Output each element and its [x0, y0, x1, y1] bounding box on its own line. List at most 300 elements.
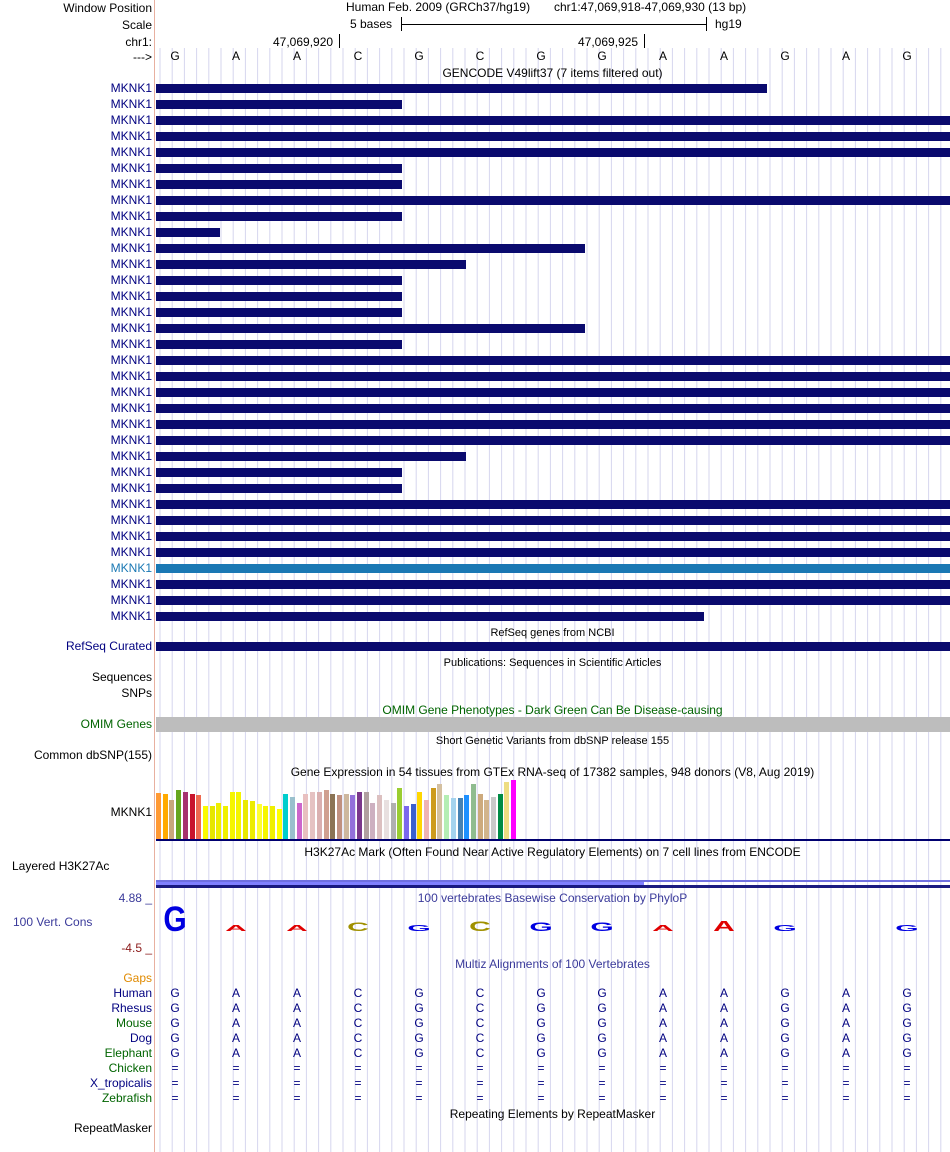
multiz-base: = — [598, 1061, 606, 1075]
gencode-transcript-bar[interactable] — [156, 612, 704, 621]
multiz-base: = — [903, 1061, 911, 1075]
gencode-transcript-bar[interactable] — [156, 516, 950, 525]
gtex-tissue-bar[interactable] — [310, 792, 315, 839]
multiz-species-label[interactable]: Rhesus — [111, 1001, 152, 1015]
gencode-transcript-bar[interactable] — [156, 164, 402, 173]
h3k27ac-signal-base — [156, 885, 950, 888]
multiz-base: = — [293, 1076, 301, 1090]
gtex-tissue-bar[interactable] — [364, 792, 369, 839]
multiz-base: C — [475, 1046, 485, 1060]
multiz-base: = — [659, 1091, 667, 1105]
multiz-base: A — [719, 1031, 728, 1045]
gtex-tissue-bar[interactable] — [183, 792, 188, 839]
multiz-base: A — [231, 986, 240, 1000]
gencode-transcript-label[interactable]: MKNK1 — [110, 321, 152, 335]
gtex-tissue-bar[interactable] — [337, 795, 342, 839]
refseq-label[interactable]: RefSeq Curated — [65, 639, 152, 653]
multiz-species-label[interactable]: Zebrafish — [101, 1091, 152, 1105]
gtex-tissue-bar[interactable] — [464, 795, 469, 839]
gtex-tissue-bar[interactable] — [377, 795, 382, 839]
gencode-transcript-bar[interactable] — [156, 148, 950, 157]
sequence-base: G — [902, 49, 912, 63]
gtex-tissue-bar[interactable] — [277, 809, 282, 839]
sequence-base: G — [780, 49, 790, 63]
gtex-tissue-bar[interactable] — [290, 797, 295, 839]
gtex-tissue-bar[interactable] — [236, 792, 241, 839]
gtex-tissue-bar[interactable] — [196, 795, 201, 839]
multiz-base: G — [414, 986, 424, 1000]
gtex-tissue-bar[interactable] — [263, 806, 268, 839]
gencode-transcript-bar[interactable] — [156, 500, 950, 509]
multiz-base: G — [414, 1001, 424, 1015]
multiz-base: = — [293, 1061, 301, 1075]
gencode-transcript-bar[interactable] — [156, 100, 402, 109]
multiz-base: G — [170, 1016, 180, 1030]
gtex-tissue-bar[interactable] — [257, 804, 262, 839]
gencode-transcript-label[interactable]: MKNK1 — [110, 289, 152, 303]
gtex-tissue-bar[interactable] — [451, 798, 456, 839]
sequence-base: G — [170, 49, 180, 63]
multiz-base: = — [354, 1061, 362, 1075]
gtex-baseline — [156, 839, 950, 841]
gencode-transcript-bar[interactable] — [156, 356, 950, 365]
multiz-base: = — [720, 1076, 728, 1090]
cons-logo-base: G — [529, 919, 553, 934]
gencode-transcript-label[interactable]: MKNK1 — [110, 465, 152, 479]
sequence-base: G — [597, 49, 607, 63]
gtex-tissue-bar[interactable] — [417, 792, 422, 839]
multiz-base: = — [476, 1091, 484, 1105]
multiz-base: = — [781, 1061, 789, 1075]
gtex-title[interactable]: Gene Expression in 54 tissues from GTEx RNA-seq of 17382 samples, 948 donors (V8, Aug 2019) — [290, 765, 815, 779]
cons-logo-base: A — [713, 918, 735, 935]
gencode-transcript-bar[interactable] — [156, 228, 220, 237]
assembly-title: Human Feb. 2009 (GRCh37/hg19) — [346, 0, 531, 14]
gencode-transcript-label[interactable]: MKNK1 — [110, 353, 152, 367]
gtex-tissue-bar[interactable] — [203, 806, 208, 839]
multiz-base: = — [903, 1076, 911, 1090]
gencode-transcript-bar[interactable] — [156, 436, 950, 445]
sequence-base: C — [475, 49, 485, 63]
gencode-transcript-label[interactable]: MKNK1 — [110, 241, 152, 255]
gencode-transcript-label[interactable]: MKNK1 — [110, 161, 152, 175]
multiz-base: A — [841, 1046, 850, 1060]
gencode-transcript-bar[interactable] — [156, 276, 402, 285]
multiz-base: A — [292, 986, 301, 1000]
multiz-base: A — [231, 1001, 240, 1015]
multiz-base: A — [292, 1001, 301, 1015]
multiz-base: G — [536, 1031, 546, 1045]
multiz-base: A — [231, 1046, 240, 1060]
multiz-base: = — [232, 1061, 240, 1075]
multiz-base: C — [353, 1046, 363, 1060]
omim-title[interactable]: OMIM Gene Phenotypes - Dark Green Can Be Disease-causing — [382, 703, 723, 717]
gencode-transcript-label[interactable]: MKNK1 — [110, 529, 152, 543]
multiz-base: = — [415, 1061, 423, 1075]
gencode-transcript-label[interactable]: MKNK1 — [110, 433, 152, 447]
refseq-gene-bar[interactable] — [156, 642, 950, 651]
gtex-tissue-bar[interactable] — [397, 788, 402, 839]
gencode-transcript-label[interactable]: MKNK1 — [110, 193, 152, 207]
gencode-transcript-label[interactable]: MKNK1 — [110, 97, 152, 111]
multiz-base: = — [232, 1091, 240, 1105]
multiz-base: A — [658, 1001, 667, 1015]
sequence-base: G — [414, 49, 424, 63]
gtex-tissue-bar[interactable] — [391, 803, 396, 839]
multiz-base: G — [902, 1031, 912, 1045]
gencode-transcript-bar[interactable] — [156, 372, 950, 381]
gencode-transcript-bar[interactable] — [156, 292, 402, 301]
position-tick-2-mark — [644, 34, 645, 48]
gtex-tissue-bar[interactable] — [504, 782, 509, 839]
multiz-base: = — [781, 1091, 789, 1105]
cons-logo-base: C — [469, 918, 491, 934]
sequence-base: C — [353, 49, 363, 63]
scale-text: 5 bases — [350, 17, 393, 31]
multiz-base: = — [293, 1091, 301, 1105]
sequence-base: A — [719, 49, 728, 63]
multiz-base: G — [780, 986, 790, 1000]
multiz-base: A — [658, 1046, 667, 1060]
gtex-tissue-bar[interactable] — [350, 795, 355, 839]
gtex-tissue-bar[interactable] — [250, 801, 255, 839]
h3k27ac-label[interactable]: Layered H3K27Ac — [12, 859, 110, 873]
multiz-base: G — [597, 1001, 607, 1015]
multiz-base: A — [841, 1001, 850, 1015]
multiz-base: = — [476, 1076, 484, 1090]
multiz-base: C — [353, 1001, 363, 1015]
multiz-base: C — [353, 986, 363, 1000]
gtex-tissue-bar[interactable] — [344, 794, 349, 839]
multiz-base: A — [292, 1031, 301, 1045]
multiz-base: = — [720, 1061, 728, 1075]
scale-bar — [401, 24, 706, 25]
cons-logo-base: A — [652, 923, 674, 933]
h3k27ac-title[interactable]: H3K27Ac Mark (Often Found Near Active Regulatory Elements) on 7 cell lines from ENCODE — [304, 845, 801, 859]
gtex-tissue-bar[interactable] — [444, 795, 449, 839]
gtex-tissue-bar[interactable] — [243, 800, 248, 839]
multiz-base: A — [231, 1031, 240, 1045]
multiz-base: = — [537, 1061, 545, 1075]
multiz-base: = — [415, 1076, 423, 1090]
cons-logo-base: A — [225, 923, 247, 933]
pubs-snps-label[interactable]: SNPs — [121, 686, 152, 700]
gtex-tissue-bar[interactable] — [471, 784, 476, 839]
multiz-base: A — [719, 1046, 728, 1060]
gtex-tissue-bar[interactable] — [437, 784, 442, 839]
gencode-transcript-bar[interactable] — [156, 308, 402, 317]
multiz-base: G — [902, 1001, 912, 1015]
gencode-transcript-bar[interactable] — [156, 340, 402, 349]
gencode-transcript-label[interactable]: MKNK1 — [110, 273, 152, 287]
multiz-title[interactable]: Multiz Alignments of 100 Vertebrates — [455, 957, 650, 971]
repeatmasker-label[interactable]: RepeatMasker — [73, 1121, 152, 1135]
window-position-label: Window Position — [63, 1, 152, 15]
gtex-tissue-bar[interactable] — [458, 798, 463, 839]
scale-bar-right-tick — [706, 17, 707, 31]
gencode-transcript-label[interactable]: MKNK1 — [110, 481, 152, 495]
multiz-base: A — [658, 1031, 667, 1045]
gencode-transcript-label[interactable]: MKNK1 — [110, 545, 152, 559]
multiz-base: A — [658, 986, 667, 1000]
refseq-title[interactable]: RefSeq genes from NCBI — [490, 627, 615, 639]
multiz-base: = — [842, 1076, 850, 1090]
gtex-tissue-bar[interactable] — [330, 794, 335, 839]
multiz-base: G — [780, 1016, 790, 1030]
gencode-transcript-label[interactable]: MKNK1 — [110, 337, 152, 351]
position-tick-1: 47,069,920 — [273, 35, 334, 49]
gtex-tissue-bar[interactable] — [324, 790, 329, 839]
gtex-tissue-bar[interactable] — [230, 792, 235, 839]
multiz-base: C — [475, 986, 485, 1000]
multiz-base: G — [536, 986, 546, 1000]
multiz-base: G — [536, 1001, 546, 1015]
gtex-tissue-bar[interactable] — [424, 800, 429, 839]
gtex-tissue-bar[interactable] — [169, 800, 174, 839]
multiz-species-label[interactable]: X_tropicalis — [89, 1076, 152, 1090]
gencode-transcript-bar[interactable] — [156, 388, 950, 397]
gencode-transcript-label[interactable]: MKNK1 — [110, 561, 152, 575]
multiz-base: = — [781, 1076, 789, 1090]
multiz-base: G — [597, 1016, 607, 1030]
multiz-base: = — [476, 1061, 484, 1075]
gencode-transcript-label[interactable]: MKNK1 — [110, 305, 152, 319]
multiz-base: C — [353, 1016, 363, 1030]
gtex-tissue-bar[interactable] — [156, 793, 161, 839]
multiz-base: G — [597, 1046, 607, 1060]
cons-logo-base: G — [163, 900, 187, 939]
sequence-base: G — [536, 49, 546, 63]
cons-logo-base: C — [347, 919, 369, 934]
gtex-tissue-bar[interactable] — [216, 803, 221, 839]
multiz-base: G — [902, 1046, 912, 1060]
position-tick-2: 47,069,925 — [578, 35, 639, 49]
gencode-transcript-bar[interactable] — [156, 260, 466, 269]
multiz-base: A — [841, 1031, 850, 1045]
gtex-tissue-bar[interactable] — [190, 794, 195, 839]
omim-bar[interactable] — [156, 717, 950, 732]
gtex-tissue-bar[interactable] — [163, 794, 168, 839]
cons-label[interactable]: 100 Vert. Cons — [13, 915, 93, 929]
gtex-tissue-bar[interactable] — [210, 806, 215, 839]
cons-logo[interactable] — [0, 900, 950, 940]
gencode-transcript-label[interactable]: MKNK1 — [110, 257, 152, 271]
multiz-base: = — [903, 1091, 911, 1105]
multiz-base: = — [232, 1076, 240, 1090]
gencode-transcript-label[interactable]: MKNK1 — [110, 369, 152, 383]
multiz-base: A — [719, 1001, 728, 1015]
multiz-base: G — [902, 986, 912, 1000]
gencode-transcript-bar[interactable] — [156, 564, 950, 573]
gtex-tissue-bar[interactable] — [317, 792, 322, 839]
gencode-transcript-label[interactable]: MKNK1 — [110, 417, 152, 431]
multiz-base: = — [720, 1091, 728, 1105]
multiz-base: = — [354, 1076, 362, 1090]
gtex-tissue-bar[interactable] — [411, 804, 416, 839]
multiz-base: G — [170, 1001, 180, 1015]
scale-bar-left-tick — [401, 17, 402, 31]
multiz-base: C — [475, 1001, 485, 1015]
gtex-tissue-bar[interactable] — [176, 790, 181, 839]
gencode-transcript-label[interactable]: MKNK1 — [110, 401, 152, 415]
multiz-base: = — [537, 1091, 545, 1105]
dbsnp-label[interactable]: Common dbSNP(155) — [33, 748, 152, 762]
gencode-transcript-label[interactable]: MKNK1 — [110, 593, 152, 607]
cons-title[interactable]: 100 vertebrates Basewise Conservation by PhyloP — [417, 891, 688, 905]
multiz-base: A — [231, 1016, 240, 1030]
multiz-base: G — [536, 1016, 546, 1030]
position-range: chr1:47,069,918-47,069,930 (13 bp) — [554, 0, 747, 14]
gtex-tissue-bar[interactable] — [431, 788, 436, 839]
gtex-tissue-bar[interactable] — [357, 792, 362, 839]
multiz-base: G — [597, 1031, 607, 1045]
gtex-tissue-bar[interactable] — [491, 797, 496, 839]
multiz-base: G — [170, 986, 180, 1000]
pubs-sequences-label[interactable]: Sequences — [91, 670, 152, 684]
gtex-tissue-bar[interactable] — [478, 794, 483, 839]
multiz-base: = — [171, 1061, 179, 1075]
multiz-base: A — [292, 1016, 301, 1030]
dbsnp-title[interactable]: Short Genetic Variants from dbSNP release 155 — [435, 735, 670, 747]
gtex-tissue-bar[interactable] — [297, 803, 302, 839]
gencode-transcript-bar[interactable] — [156, 84, 767, 93]
gencode-transcript-label[interactable]: MKNK1 — [110, 81, 152, 95]
multiz-base: A — [658, 1016, 667, 1030]
gencode-transcript-label[interactable]: MKNK1 — [110, 225, 152, 239]
gtex-tissue-bar[interactable] — [404, 806, 409, 839]
multiz-base: = — [415, 1091, 423, 1105]
gtex-tissue-bar[interactable] — [370, 803, 375, 839]
multiz-base: C — [475, 1031, 485, 1045]
multiz-base: A — [292, 1046, 301, 1060]
multiz-base: = — [659, 1061, 667, 1075]
multiz-base: = — [598, 1076, 606, 1090]
multiz-base: G — [597, 986, 607, 1000]
gencode-transcript-label[interactable]: MKNK1 — [110, 177, 152, 191]
gtex-tissue-bar[interactable] — [511, 780, 516, 839]
gencode-transcript-bar[interactable] — [156, 404, 950, 413]
sequence-base: A — [658, 49, 667, 63]
multiz-species-label[interactable]: Chicken — [108, 1061, 152, 1075]
multiz-base: A — [719, 986, 728, 1000]
multiz-base: C — [475, 1016, 485, 1030]
gencode-transcript-label[interactable]: MKNK1 — [110, 145, 152, 159]
gencode-transcript-label[interactable]: MKNK1 — [110, 609, 152, 623]
chrom-label: chr1: — [125, 35, 152, 49]
gencode-transcript-bar[interactable] — [156, 116, 950, 125]
multiz-base: = — [598, 1091, 606, 1105]
pubs-title[interactable]: Publications: Sequences in Scientific Articles — [443, 657, 662, 669]
multiz-base: G — [902, 1016, 912, 1030]
cons-ymin: -4.5 _ — [121, 941, 152, 955]
gencode-transcript-bar[interactable] — [156, 548, 950, 557]
multiz-base: A — [841, 1016, 850, 1030]
multiz-base: G — [414, 1031, 424, 1045]
multiz-base: A — [719, 1016, 728, 1030]
gencode-title[interactable]: GENCODE V49lift37 (7 items filtered out) — [442, 66, 663, 80]
multiz-base: G — [780, 1001, 790, 1015]
multiz-base: G — [780, 1031, 790, 1045]
multiz-species-label[interactable]: Human — [113, 986, 152, 1000]
gencode-transcript-bar[interactable] — [156, 580, 950, 589]
sequence-base: A — [841, 49, 850, 63]
multiz-species-label[interactable]: Elephant — [104, 1046, 152, 1060]
db-label: hg19 — [715, 17, 742, 31]
cons-logo-base: G — [590, 919, 614, 934]
gencode-transcript-label[interactable]: MKNK1 — [110, 385, 152, 399]
gencode-transcript-bar[interactable] — [156, 132, 950, 141]
multiz-base: C — [353, 1031, 363, 1045]
sequence-base: A — [292, 49, 301, 63]
omim-label[interactable]: OMIM Genes — [80, 717, 152, 731]
gencode-transcript-bar[interactable] — [156, 420, 950, 429]
sequence-base: A — [231, 49, 240, 63]
gtex-tissue-bar[interactable] — [303, 794, 308, 839]
gencode-transcript-label[interactable]: MKNK1 — [110, 113, 152, 127]
gencode-transcript-label[interactable]: MKNK1 — [110, 209, 152, 223]
cons-logo-base: G — [895, 923, 919, 933]
gaps-label[interactable]: Gaps — [123, 971, 152, 985]
multiz-base: G — [536, 1046, 546, 1060]
gtex-tissue-bar[interactable] — [270, 806, 275, 839]
gtex-tissue-bar[interactable] — [283, 794, 288, 839]
gencode-transcript-label[interactable]: MKNK1 — [110, 449, 152, 463]
cons-logo-base: A — [286, 923, 308, 933]
scale-label: Scale — [121, 18, 152, 32]
multiz-base: G — [414, 1016, 424, 1030]
gencode-transcript-bar[interactable] — [156, 596, 950, 605]
position-tick-1-mark — [339, 34, 340, 48]
multiz-base: = — [842, 1091, 850, 1105]
gencode-transcript-bar[interactable] — [156, 324, 585, 333]
multiz-species-label[interactable]: Mouse — [115, 1016, 152, 1030]
cons-ymax: 4.88 _ — [118, 891, 152, 905]
multiz-base: = — [171, 1076, 179, 1090]
multiz-base: G — [170, 1046, 180, 1060]
multiz-species-label[interactable]: Dog — [129, 1031, 152, 1045]
gencode-transcript-label[interactable]: MKNK1 — [110, 577, 152, 591]
gencode-transcript-bar[interactable] — [156, 484, 402, 493]
multiz-base: = — [354, 1091, 362, 1105]
multiz-base: = — [659, 1076, 667, 1090]
gencode-transcript-bar[interactable] — [156, 196, 950, 205]
gencode-transcript-label[interactable]: MKNK1 — [110, 129, 152, 143]
gtex-label[interactable]: MKNK1 — [110, 805, 152, 819]
gencode-transcript-label[interactable]: MKNK1 — [110, 497, 152, 511]
multiz-base: G — [414, 1046, 424, 1060]
gtex-tissue-bar[interactable] — [384, 800, 389, 839]
gencode-transcript-label[interactable]: MKNK1 — [110, 513, 152, 527]
cons-logo-base: G — [407, 923, 431, 933]
multiz-base: A — [841, 986, 850, 1000]
cons-logo-base: G — [773, 923, 797, 933]
gtex-tissue-bar[interactable] — [484, 800, 489, 839]
gencode-transcript-bar[interactable] — [156, 452, 466, 461]
gencode-transcript-bar[interactable] — [156, 212, 402, 221]
gencode-transcript-bar[interactable] — [156, 180, 402, 189]
gencode-transcript-bar[interactable] — [156, 532, 950, 541]
multiz-base: G — [780, 1046, 790, 1060]
strand-label: ---> — [133, 50, 152, 64]
multiz-base: = — [171, 1091, 179, 1105]
gencode-transcript-bar[interactable] — [156, 244, 585, 253]
gtex-tissue-bar[interactable] — [498, 794, 503, 839]
gtex-tissue-bar[interactable] — [223, 806, 228, 839]
multiz-base: G — [170, 1031, 180, 1045]
multiz-base: = — [842, 1061, 850, 1075]
repeatmasker-title[interactable]: Repeating Elements by RepeatMasker — [449, 1107, 656, 1121]
gencode-transcript-bar[interactable] — [156, 468, 402, 477]
